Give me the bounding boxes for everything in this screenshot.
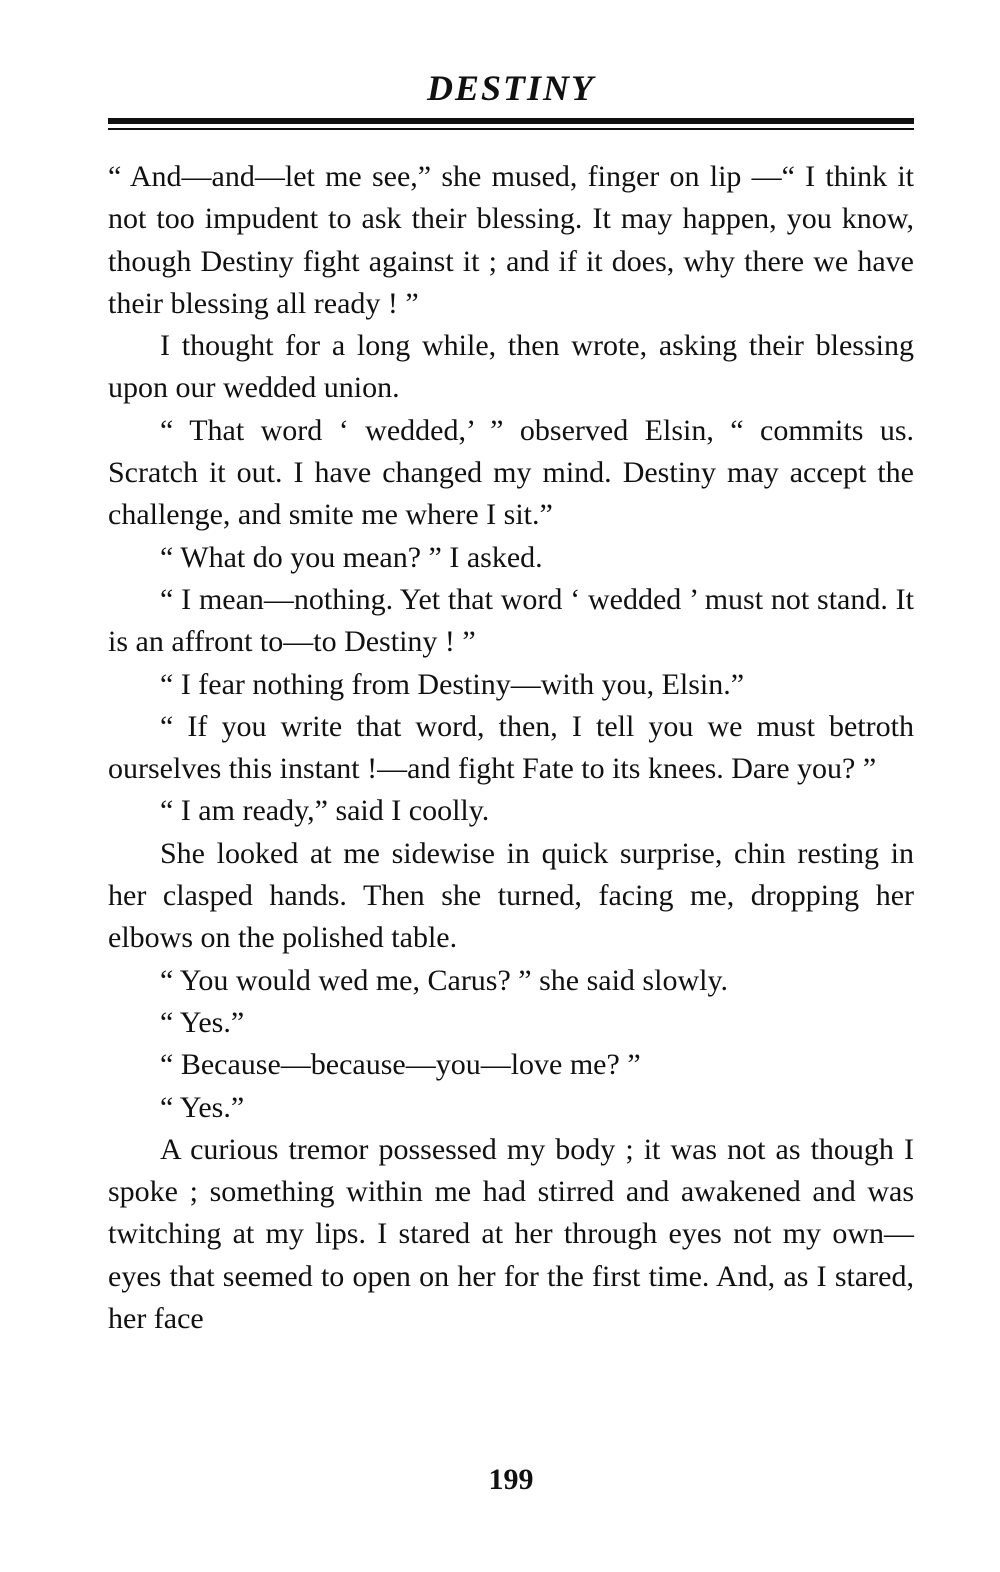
paragraph: “ I mean—nothing. Yet that word ‘ wedded ’ must not stand. It is an affront to—to Destiny ! ” — [108, 582, 914, 659]
paragraph: “ I am ready,” said I coolly. — [160, 794, 490, 828]
paragraph: “ Yes.” — [160, 1005, 245, 1039]
paragraph: “ That word ‘ wedded,’ ” observed Elsin, “ commits us. Scratch it out. I have changed my mind. Destiny may accept the challenge, and smite me where I sit.” — [108, 413, 914, 532]
paragraph: “ And—and—let me see,” she mused, finger on lip —“ I think it not too impudent to ask their blessing. It may happen, you know, though Destiny fight against it ; and if it does, why there we have their blessing all ready ! ” — [108, 160, 914, 320]
book-page — [108, 0, 914, 1572]
paragraph: “ Yes.” — [160, 1090, 245, 1124]
paragraph: “ What do you mean? ” I asked. — [160, 540, 543, 574]
page-number: 199 — [488, 1463, 534, 1496]
paragraph: “ You would wed me, Carus? ” she said slowly. — [160, 963, 728, 997]
paragraph: She looked at me sidewise in quick surprise, chin resting in her clasped hands. Then she turned, facing me, dropping her elbows on the polished table. — [108, 836, 914, 955]
paragraph: A curious tremor possessed my body ; it was not as though I spoke ; something within me had stirred and awakened and was twitching at my lips. I stared at her through eyes not my own—eyes that seemed to open on her for the first time. And, as I stared, her face — [108, 1132, 914, 1336]
body-text — [108, 156, 914, 1340]
running-head: DESTINY — [426, 68, 596, 108]
paragraph: “ I fear nothing from Destiny—with you, Elsin.” — [160, 667, 745, 701]
header-rule-thin — [108, 128, 914, 130]
paragraph: “ If you write that word, then, I tell you we must betroth ourselves this instant !—and fight Fate to its knees. Dare you? ” — [108, 709, 914, 786]
paragraph: I thought for a long while, then wrote, asking their blessing upon our wedded union. — [108, 329, 914, 405]
paragraph: “ Because—because—you—love me? ” — [160, 1048, 641, 1082]
header-rule-thick — [108, 118, 914, 124]
